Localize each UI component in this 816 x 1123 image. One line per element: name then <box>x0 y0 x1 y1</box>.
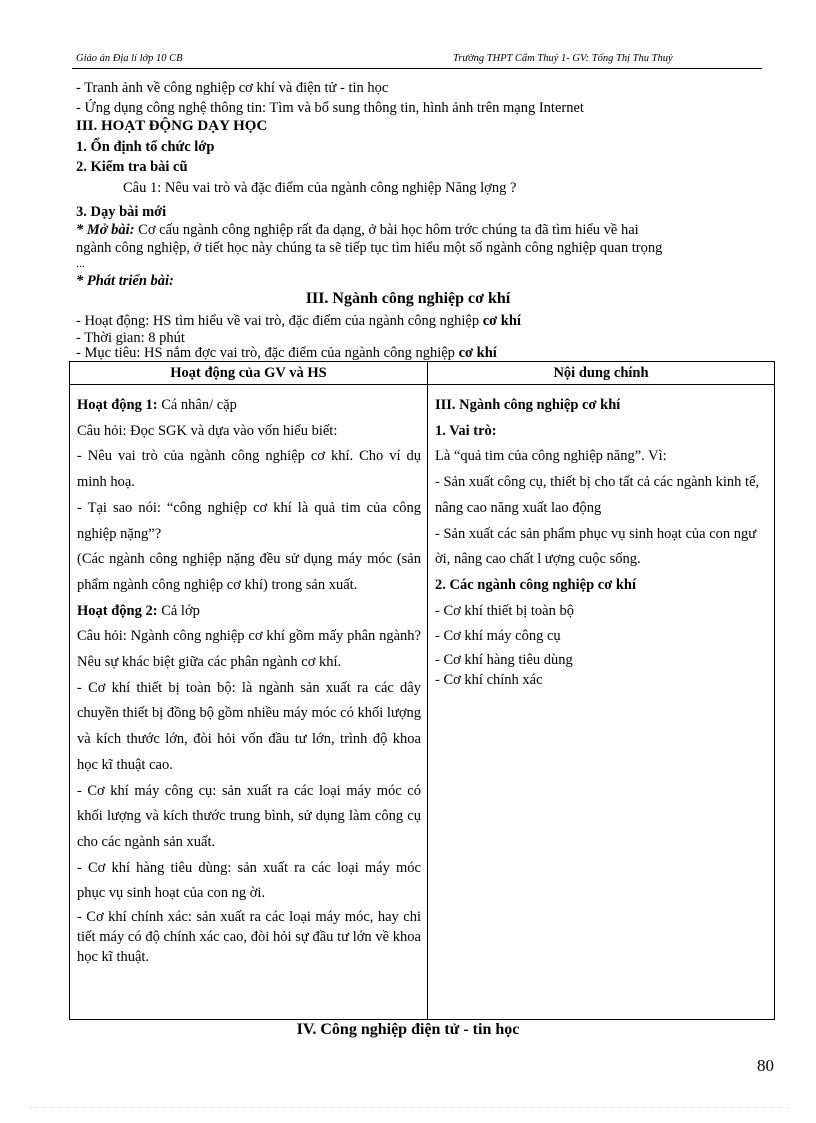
activity-2: Hoạt động 2: Cả lớp <box>77 602 200 619</box>
materials-line-1: - Tranh ảnh về công nghiệp cơ khí và điện tử - tin học <box>76 80 389 96</box>
goal-bold: cơ khí <box>458 345 497 361</box>
question-1a: - Nêu vai trò của ngành công nghiệp cơ khí. Cho ví dụ minh hoạ. <box>77 448 421 491</box>
role-heading: 1. Vai trò: <box>435 422 497 439</box>
column-header-activities: Hoạt động của GV và HS <box>70 362 428 385</box>
question-1-answer: (Các ngành công nghiệp nặng đều sử dụng máy móc (sản phẩm ngành công nghiệp cơ khí) trong sản xuất. <box>77 551 421 593</box>
branch-item-2: - Cơ khí máy công cụ <box>435 628 561 645</box>
page-header <box>72 52 762 69</box>
branch-item-3: - Cơ khí hàng tiêu dùng <box>435 652 573 669</box>
step-2: 2. Kiểm tra bài cũ <box>76 159 188 175</box>
role-item-2: - Sản xuất các sản phẩm phục vụ sinh hoạt của con ngư ời, nâng cao chất l ượng cuộc sống. <box>435 525 757 568</box>
activity-bold: cơ khí <box>482 313 521 329</box>
branch-consumer-goods: - Cơ khí hàng tiêu dùng: sản xuất ra các loại máy móc phục vụ sinh hoạt của con ng ời. <box>77 859 421 902</box>
table-body-row <box>70 385 775 1020</box>
footer-divider <box>30 1107 790 1108</box>
header-left: Giáo án Địa lí lớp 10 CB <box>76 53 183 64</box>
content-cell <box>428 385 775 1020</box>
intro-paragraph-line-2: ngành công nghiệp, ở tiết học này chúng ta sẽ tiếp tục tìm hiểu một số ngành công nghiệp quan trọng <box>76 240 663 256</box>
review-question: Câu 1: Nêu vai trò và đặc điểm của ngành công nghiệp Năng lợng ? <box>123 180 517 196</box>
branches-heading: 2. Các ngành công nghiệp cơ khí <box>435 576 637 593</box>
branch-item-1: - Cơ khí thiết bị toàn bộ <box>435 602 574 619</box>
goal-line <box>76 345 497 362</box>
branch-full-equipment: - Cơ khí thiết bị toàn bộ: là ngành sản xuất ra các dây chuyền thiết bị đồng bộ gồm nhiều máy móc có khối lượng và kích thước lớn, đòi hỏi vốn đầu tư lớn, trình độ khoa học kĩ thuật cao. <box>77 679 421 773</box>
intro-ellipsis: ... <box>76 256 85 270</box>
goal-text: - Mục tiêu: HS nắm đợc vai trò, đặc điểm của ngành công nghiệp <box>76 345 459 361</box>
role-intro: Là “quả tim của công nghiệp năng”. Vì: <box>435 448 667 465</box>
table-header-row <box>70 362 775 385</box>
step-1: 1. Ổn định tổ chức lớp <box>76 139 215 155</box>
header-right: Trường THPT Cẩm Thuỷ 1- GV: Tống Thị Thu Thuỷ <box>453 53 673 64</box>
activity-line <box>76 313 521 330</box>
section-title-mechanical: III. Ngành công nghiệp cơ khí <box>305 290 511 307</box>
page-number: 80 <box>757 1056 774 1075</box>
question-2: Câu hỏi: Ngành công nghiệp cơ khí gồm mấy phân ngành? Nêu sự khác biệt giữa các phân ngành cơ khí. <box>77 628 421 671</box>
question-1: Câu hỏi: Đọc SGK và dựa vào vốn hiểu biết: <box>77 422 338 439</box>
lesson-table <box>69 361 775 1020</box>
materials-line-2: - Ứng dụng công nghệ thông tin: Tìm và bổ sung thông tin, hình ảnh trên mạng Internet <box>76 100 584 116</box>
activities-cell <box>70 385 428 1020</box>
section-heading-activities: III. HOẠT ĐỘNG DẠY HỌC <box>76 118 268 134</box>
branch-precision: - Cơ khí chính xác: sản xuất ra các loại máy móc, hay chi tiết máy có độ chính xác cao, đòi hỏi sự đầu tư lớn về khoa học kĩ thuật. <box>77 909 421 966</box>
question-1b: - Tại sao nói: “công nghiệp cơ khí là quả tim của công nghiệp nặng”? <box>77 499 421 542</box>
development-label: * Phát triển bài: <box>76 273 174 289</box>
branch-item-4: - Cơ khí chính xác <box>435 672 543 689</box>
activity-text: - Hoạt động: HS tìm hiểu về vai trò, đặc điểm của ngành công nghiệp <box>76 313 483 329</box>
step-3: 3. Dạy bài mới <box>76 204 167 220</box>
intro-label: * Mở bài: <box>76 222 135 238</box>
branch-machine-tools: - Cơ khí máy công cụ: sản xuất ra các loại máy móc có khối lượng và kích thước trung bình, sử dụng làm công cụ cho các ngành sản xuất. <box>77 782 421 850</box>
intro-paragraph <box>76 222 639 239</box>
activity-1: Hoạt động 1: Cá nhân/ cặp <box>77 397 237 413</box>
content-title: III. Ngành công nghiệp cơ khí <box>435 397 621 413</box>
column-header-content: Nội dung chính <box>428 362 775 385</box>
role-item-1: - Sản xuất công cụ, thiết bị cho tất cả các ngành kinh tế, nâng cao năng xuất lao động <box>435 474 760 516</box>
intro-text: Cơ cấu ngành công nghiệp rất đa dạng, ở bài học hôm trớc chúng ta đã tìm hiểu về hai <box>134 222 639 238</box>
time-line: - Thời gian: 8 phút <box>76 330 185 346</box>
section-title-electronics: IV. Công nghiệp điện tử - tin học <box>296 1021 520 1038</box>
